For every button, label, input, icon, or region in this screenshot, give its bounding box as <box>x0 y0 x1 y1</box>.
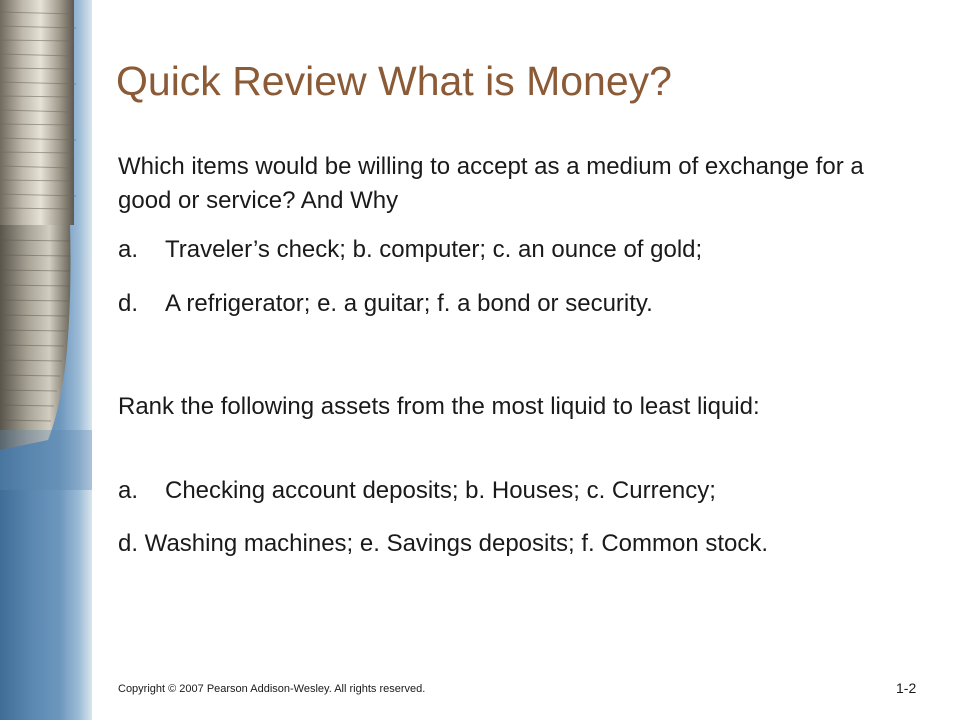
coin-stack-image <box>0 0 92 720</box>
list-item-continuation: d. Washing machines; e. Savings deposits; f. Common stock. <box>118 530 769 557</box>
coin-stack-graphic <box>0 0 92 720</box>
list-item-text: A refrigerator; e. a guitar; f. a bond or security. <box>165 290 653 317</box>
slide-title: Quick Review What is Money? <box>116 58 672 104</box>
question-medium-of-exchange: Which items would be willing to accept as a medium of exchange for a good or service? And Why <box>118 153 864 214</box>
list-item <box>118 233 918 267</box>
list-marker: a. <box>118 236 139 263</box>
list-item-text: Traveler’s check; b. computer; c. an ounce of gold; <box>165 236 703 263</box>
list-item <box>118 287 918 321</box>
page-number: 1-2 <box>896 680 917 696</box>
list-marker: d. <box>118 290 139 317</box>
list-marker: a. <box>118 477 139 504</box>
list-item-text: Checking account deposits; b. Houses; c. Currency; <box>165 477 716 504</box>
list-item <box>118 474 918 508</box>
copyright-notice: Copyright © 2007 Pearson Addison-Wesley. All rights reserved. <box>118 683 426 695</box>
question-liquidity-rank: Rank the following assets from the most liquid to least liquid: <box>118 393 760 420</box>
